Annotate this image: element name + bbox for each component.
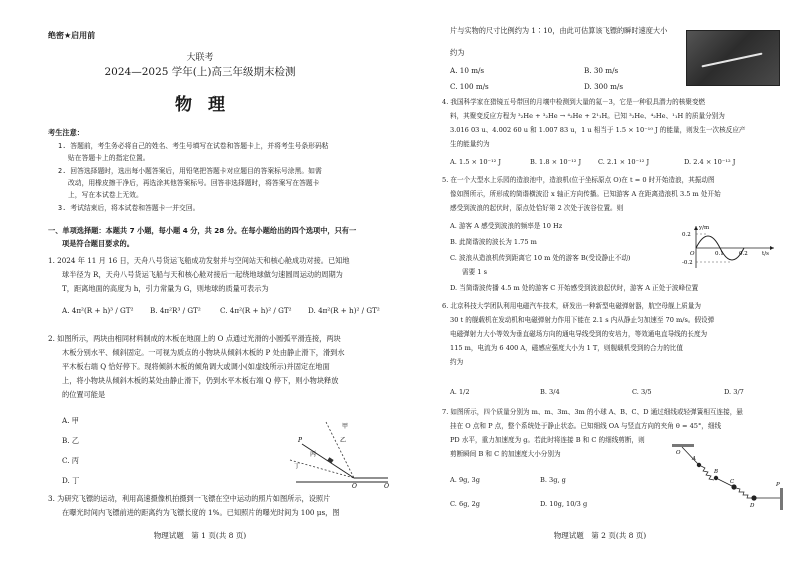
exam-title: 2024—2025 学年(上)高三年级期末检测 bbox=[104, 66, 296, 78]
label-p: P bbox=[298, 437, 303, 444]
block bbox=[327, 457, 333, 463]
label-p: P bbox=[776, 482, 780, 488]
q2-text: 平木板右端 Q 恰好停下。现将倾斜木板的倾角调大或调小(如虚线所示)并固定在地面 bbox=[62, 362, 330, 371]
q1-option-a: A. 4π²(R + h)³ / GT² bbox=[62, 306, 134, 315]
q6-text: 6. 北京科技大学团队利用电磁汽车技术，研发出一种新型电磁弹射器，航空母舰上质量为 bbox=[442, 302, 701, 310]
q7-option-c: C. 6g, 2g bbox=[450, 500, 481, 508]
q7-text: 挂在 O 点和 P 点，整个系统处于静止状态。已知细线 OA 与竖直方向的夹角 θ = 45°，细线 bbox=[450, 422, 722, 430]
q2-text: 木板分别水平、倾斜固定。一可视为质点的小物块从倾斜木板的 P 处由静止滑下，滑到水 bbox=[62, 348, 345, 357]
q6-option-c: C. 3/5 bbox=[632, 388, 652, 396]
q1-text: T，距离地面的高度为 h，引力常量为 G，则地球的质量可表示为 bbox=[62, 284, 269, 293]
label-q: Q bbox=[384, 483, 389, 488]
q4-option-c: C. 2.1 × 10⁻¹² J bbox=[598, 158, 650, 166]
q3-option-c: C. 100 m/s bbox=[450, 82, 489, 91]
q7-text: 剪断瞬间 B 和 C 的加速度大小分别为 bbox=[450, 450, 561, 458]
q4-option-d: D. 2.4 × 10⁻¹² J bbox=[684, 158, 736, 166]
q5-text: 感受到波浪的起伏时，原点处恰好第 2 次处于波谷位置。则 bbox=[450, 204, 624, 212]
notice-line: 贴在答题卡上的指定位置。 bbox=[68, 154, 150, 162]
q5-option-a: A. 游客 A 感受到波浪的频率是 10 Hz bbox=[450, 222, 563, 230]
q7-option-b: B. 3g, g bbox=[540, 476, 566, 484]
dart-streak bbox=[701, 53, 762, 68]
subject-title: 物理 bbox=[175, 95, 241, 115]
notice-line: 3. 考试结束后，将本试卷和答题卡一并交回。 bbox=[58, 204, 200, 212]
label-o: O bbox=[676, 450, 681, 456]
q7-spring-figure bbox=[664, 440, 790, 516]
q2-text: 上，将小物块从倾斜木板的某处由静止滑下，仍到水平木板右端 Q 停下，则小物块释放 bbox=[62, 376, 339, 385]
section-title: 一、单项选择题：本题共 7 小题，每小题 4 分，共 28 分。在每小题给出的四个选项中，只有一 bbox=[48, 226, 357, 235]
ceiling bbox=[672, 444, 694, 447]
q3-text: 在曝光时间内飞镖前进的距离约为飞镖长度的 1%。已知照片的曝光时间为 100 μs，图 bbox=[62, 508, 340, 517]
origin-label: O bbox=[690, 251, 695, 257]
dart-photo bbox=[686, 30, 780, 86]
label-jia: 甲 bbox=[342, 423, 349, 430]
ball-a bbox=[697, 463, 701, 467]
q6-text: 30 t 的舰载机在发动机和电磁弹射力作用下能在 2.1 s 内从静止匀加速至 70 m/s。假设弹 bbox=[450, 316, 715, 324]
ball-c bbox=[731, 484, 736, 489]
label-o: O bbox=[352, 483, 357, 488]
exam-org: 大联考 bbox=[186, 53, 214, 63]
q3-option-d: D. 300 m/s bbox=[584, 82, 624, 91]
q4-text: 料，其聚变反应方程为 ³₂He + ³₂He → ⁴₂He + 2¹₁H。已知 ³₂He、⁴₂He、¹₁H 的质量分别为 bbox=[450, 112, 725, 120]
notice-line: 1. 答题前，考生务必将自己的姓名、考生号填写在试卷和答题卡上，并将考生号条形码粘 bbox=[58, 142, 329, 150]
wall bbox=[780, 488, 783, 510]
q7-option-d: D. 10g, 10/3 g bbox=[540, 500, 588, 508]
q5-option-c-cont: 需要 1 s bbox=[462, 268, 487, 276]
label-yi: 乙 bbox=[340, 437, 347, 444]
notice-line: 上，写在本试卷上无效。 bbox=[68, 191, 143, 199]
label-d: D bbox=[750, 503, 755, 509]
q1-option-d: D. 4π²(R + h)² / GT² bbox=[308, 306, 380, 315]
q3-text-cont: 约为 bbox=[450, 48, 465, 57]
q2-text: 2. 如图所示，两块由相同材料制成的木板在地面上的 O 点通过光滑的小圆弧平滑连接，两块 bbox=[48, 334, 341, 343]
q4-option-b: B. 1.8 × 10⁻¹² J bbox=[530, 158, 582, 166]
q2-option-d: D. 丁 bbox=[62, 476, 80, 485]
page-footer: 物理试题 第 2 页(共 8 页) bbox=[553, 531, 647, 540]
tick-neg: -0.2 bbox=[682, 260, 693, 266]
q5-text: 5. 在一个大型水上乐园的造浪池中，造浪机(位于坐标原点 O)在 t = 0 时开始造浪，其振动图 bbox=[442, 176, 715, 184]
q1-option-c: C. 4π²(R + h)² / GT² bbox=[220, 306, 292, 315]
q2-option-b: B. 乙 bbox=[62, 436, 80, 445]
tick-pos: 0.2 bbox=[682, 232, 691, 238]
incline-steep-dashed bbox=[326, 422, 354, 478]
notice-line: 改动，用橡皮擦干净后，再选涂其他答案标号。回答非选择题时，将答案写在答题卡 bbox=[68, 179, 320, 187]
spring-ab bbox=[701, 466, 714, 480]
q2-incline-figure bbox=[288, 416, 392, 488]
exam-page-2 bbox=[400, 0, 800, 566]
q6-option-d: D. 3/7 bbox=[724, 388, 744, 396]
page-footer: 物理试题 第 1 页(共 8 页) bbox=[153, 531, 247, 540]
label-c: C bbox=[730, 479, 735, 485]
q5-option-c: C. 波浪从造浪机传到距离它 10 m 处的游客 B(受设静止不动) bbox=[450, 254, 631, 262]
q7-text: 7. 如图所示，四个质量分别为 m、m、3m、3m 的小球 A、B、C、D 通过细线或轻弹簧相互连接，悬 bbox=[442, 408, 743, 416]
ball-b bbox=[714, 476, 718, 480]
q6-text: 115 m，电流为 6 400 A，磁感应强度大小为 1 T，则舰载机受到的合力的比值 bbox=[450, 344, 683, 352]
q6-option-a: A. 1/2 bbox=[450, 388, 470, 396]
q3-option-b: B. 30 m/s bbox=[584, 66, 619, 75]
q4-text: 生的能量约为 bbox=[450, 140, 490, 148]
q4-text: 3.016 03 u、4.002 60 u 和 1.007 83 u，1 u 相当于 1.5 × 10⁻¹⁰ J 的能量，则发生一次核反应产 bbox=[450, 126, 746, 134]
q3-text: 3. 为研究飞镖的运动，利用高速摄像机拍摄到一飞镖在空中运动的照片如图所示，设照片 bbox=[48, 494, 331, 503]
label-bing: 丙 bbox=[310, 451, 317, 458]
q1-option-b: B. 4π²R³ / GT² bbox=[150, 306, 201, 315]
q4-option-a: A. 1.5 × 10⁻¹² J bbox=[450, 158, 502, 166]
label-b: B bbox=[714, 469, 719, 475]
section-title-cont: 项是符合题目要求的。 bbox=[62, 239, 134, 248]
y-axis-label: y/m bbox=[699, 225, 710, 231]
q6-option-b: B. 3/4 bbox=[540, 388, 560, 396]
q7-text: PD 水平，重力加速度为 g。若此时将连接 B 和 C 的细线剪断，则 bbox=[450, 436, 645, 444]
label-a: A bbox=[692, 456, 696, 462]
ball-d bbox=[751, 495, 756, 500]
q1-text: 球半径为 R，天舟八号货运飞船与天和核心舱对接后一起绕地球做匀速圆周运动的周期为 bbox=[62, 270, 343, 279]
notice-line: 2. 回答选择题时，选出每小题答案后，用铅笔把答题卡对应题目的答案标号涂黑。如需 bbox=[58, 167, 322, 175]
q2-option-c: C. 丙 bbox=[62, 456, 79, 465]
q7-option-a: A. 9g, 3g bbox=[450, 476, 480, 484]
q6-text: 约为 bbox=[450, 358, 464, 366]
label-ding: 丁 bbox=[294, 463, 301, 470]
q5-option-b: B. 此简谐波的波长为 1.75 m bbox=[450, 238, 537, 246]
q2-option-a: A. 甲 bbox=[62, 416, 79, 425]
tick-t1: 0.1 bbox=[715, 251, 724, 257]
t-axis-label: t/s bbox=[762, 251, 769, 257]
q3-text-cont: 片与实物的尺寸比例约为 1∶10，由此可估算该飞镖的瞬时速度大小 bbox=[450, 26, 668, 35]
q3-option-a: A. 10 m/s bbox=[450, 66, 485, 75]
q4-text: 4. 我国科学家在猎镜五号带回的月壤中检测到大量的氦－3，它是一种很具潜力的核聚变燃 bbox=[442, 98, 706, 106]
spring-cd bbox=[736, 488, 752, 498]
q5-vibration-graph bbox=[682, 222, 778, 272]
q5-text: 像如图所示，所形成的简谐横波沿 x 轴正方向传播。已知游客 A 在距离造浪机 3.5 m 处开始 bbox=[450, 190, 721, 198]
secret-mark: 绝密★启用前 bbox=[48, 31, 96, 40]
notice-title: 考生注意： bbox=[48, 128, 84, 137]
q5-option-d: D. 当简谐波传播 4.5 m 处的游客 C 开始感受到波浪起伏时，游客 A 正处于波峰位置 bbox=[450, 284, 699, 292]
q6-text: 电磁弹射力大小等效为垂直磁场方向的通电导线受到的安培力，等效通电直导线的长度为 bbox=[450, 330, 708, 338]
q2-text: 的位置可能是 bbox=[62, 390, 106, 399]
tick-t2: 0.2 bbox=[739, 251, 748, 257]
q1-text: 1. 2024 年 11 月 16 日，天舟八号货运飞船成功发射并与空间站天和核心舱成功对接。已知地 bbox=[48, 256, 350, 265]
